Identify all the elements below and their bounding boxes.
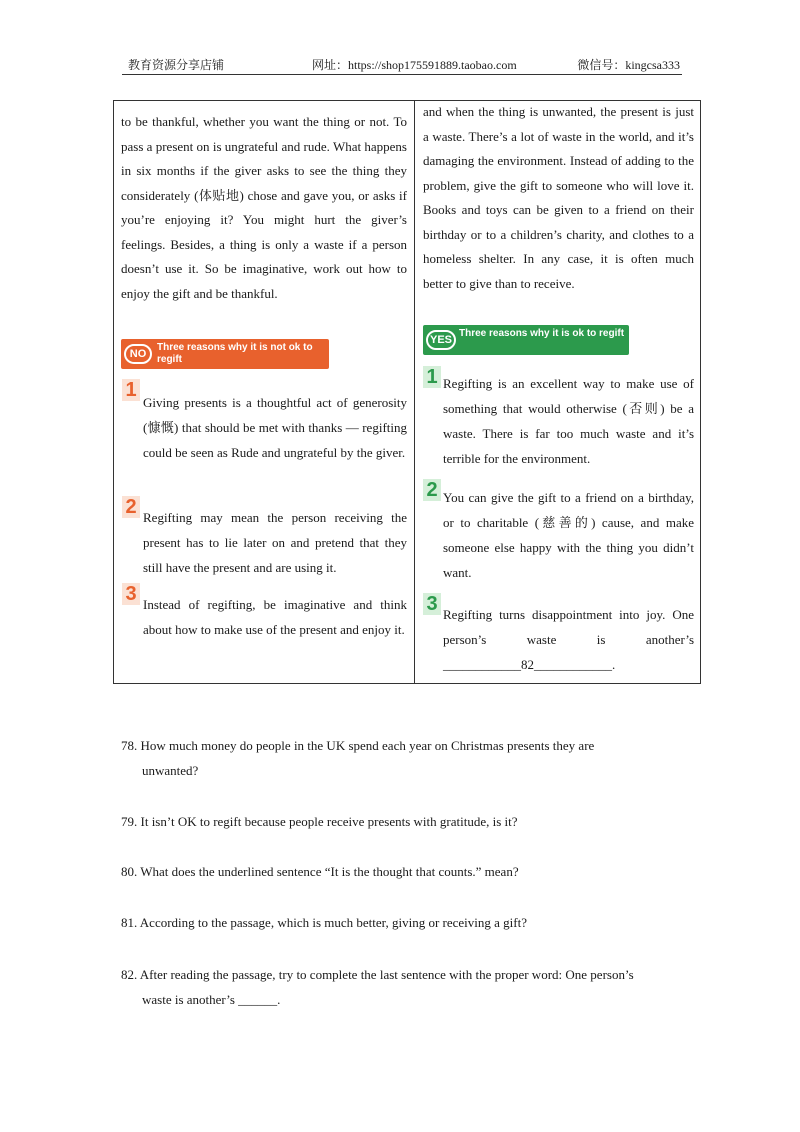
question-line-continued: waste is another’s ______. xyxy=(142,992,281,1007)
left-paragraph: to be thankful, whether you want the thing or not. To pass a present on is ungrateful and rude. What happens in six months if the giver asks to see the thing they considerately (体贴地) chose and gave you, or asks if you’re enjoying it? You might hurt the giver’s feelings. Besides, a thing is only a waste if a person doesn’t use it. So be imaginative, work out how to enjoy the gift and be thankful. xyxy=(121,114,407,301)
question-79 xyxy=(121,809,687,834)
question-line: 80. What does the underlined sentence “It is the thought that counts.” mean? xyxy=(121,864,519,879)
column-divider xyxy=(414,100,415,684)
reason-number-icon: 2 xyxy=(423,479,441,501)
right-reason-3: Regifting turns disappointment into joy. One person’s waste is another’s ____________82____________. xyxy=(443,607,694,672)
banner-yes-text: Three reasons why it is ok to regift xyxy=(459,328,625,339)
reason-number-icon: 1 xyxy=(122,379,140,401)
header-wechat: 微信号：kingcsa333 xyxy=(577,58,680,72)
header-url: 网址：https://shop175591889.taobao.com xyxy=(312,58,517,72)
question-82 xyxy=(121,962,687,1012)
page-header xyxy=(122,56,682,75)
yes-badge: YES xyxy=(426,330,456,350)
question-78 xyxy=(121,733,687,783)
reason-number-icon: 2 xyxy=(122,496,140,518)
question-line: 81. According to the passage, which is much better, giving or receiving a gift? xyxy=(121,915,527,930)
no-badge: NO xyxy=(124,344,152,364)
banner-no-text: Three reasons why it is not ok to regift xyxy=(157,342,313,365)
left-reason-2: Regifting may mean the person receiving the present has to lie later on and pretend that they still have the present and are using it. xyxy=(143,510,407,575)
reason-number-icon: 3 xyxy=(423,593,441,615)
reason-number-icon: 3 xyxy=(122,583,140,605)
question-80 xyxy=(121,859,687,884)
question-line: 82. After reading the passage, try to complete the last sentence with the proper word: One person’s xyxy=(121,967,634,982)
right-reason-2: You can give the gift to a friend on a birthday, or to charitable (慈善的) cause, and make someone else happy with the thing you didn’t want. xyxy=(443,490,694,580)
banner-yes-reasons xyxy=(423,325,629,355)
question-81 xyxy=(121,910,687,935)
left-reason-1: Giving presents is a thoughtful act of generosity (慷慨) that should be met with thanks — regifting could be seen as Rude and ungrateful by the giver. xyxy=(143,395,407,460)
left-reason-3: Instead of regifting, be imaginative and think about how to make use of the present and enjoy it. xyxy=(143,597,407,637)
right-reason-1: Regifting is an excellent way to make use of something that would otherwise (否则) be a waste. There is far too much waste and it’s terrible for the environment. xyxy=(443,376,694,466)
right-paragraph: and when the thing is unwanted, the present is just a waste. There’s a lot of waste in the world, and it’s damaging the environment. Instead of adding to the problem, give the gift to someone who will love it. Books and toys can be given to a friend on their birthday or to a children’s charity, and clothes to a homeless shelter. In any case, it is often much better to give than to receive. xyxy=(423,104,694,291)
question-line: 79. It isn’t OK to regift because people receive presents with gratitude, is it? xyxy=(121,814,518,829)
banner-no-reasons xyxy=(121,339,329,369)
question-line-continued: unwanted? xyxy=(142,763,199,778)
reason-number-icon: 1 xyxy=(423,366,441,388)
header-shop-name: 教育资源分享店铺 xyxy=(128,58,225,72)
question-line: 78. How much money do people in the UK spend each year on Christmas presents they are xyxy=(121,738,595,753)
